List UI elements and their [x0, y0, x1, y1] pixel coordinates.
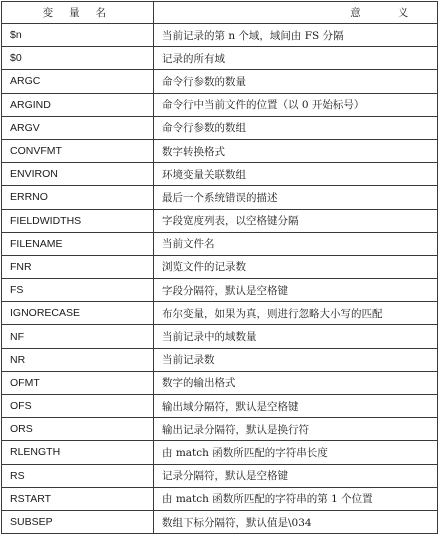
table-row [2, 302, 438, 325]
table-row [2, 510, 438, 533]
variable-meaning-cell: 当前记录数 [154, 348, 438, 371]
variable-name-cell: SUBSEP [2, 510, 154, 533]
variable-meaning-cell: 当前记录的第 n 个域，域间由 FS 分隔 [154, 24, 438, 47]
variable-name-cell: ORS [2, 418, 154, 441]
table-row [2, 395, 438, 418]
variable-name-cell: NR [2, 348, 154, 371]
variable-meaning-cell: 数组下标分隔符，默认值是\034 [154, 510, 438, 533]
variable-name-cell: OFMT [2, 371, 154, 394]
table-row [2, 116, 438, 139]
table-row [2, 232, 438, 255]
table-row [2, 325, 438, 348]
variable-name-cell: $n [2, 24, 154, 47]
variable-meaning-cell: 字段宽度列表，以空格键分隔 [154, 209, 438, 232]
variable-meaning-cell: 数字的输出格式 [154, 371, 438, 394]
table-header-row [2, 2, 438, 24]
variable-name-cell: ARGIND [2, 93, 154, 116]
variable-name-cell: ARGC [2, 70, 154, 93]
table-row [2, 418, 438, 441]
table-row [2, 487, 438, 510]
variable-name-cell: NF [2, 325, 154, 348]
variable-meaning-cell: 命令行参数的数组 [154, 116, 438, 139]
variable-meaning-cell: 数字转换格式 [154, 139, 438, 162]
variable-meaning-cell: 最后一个系统错误的描述 [154, 186, 438, 209]
variable-name-cell: RSTART [2, 487, 154, 510]
variable-meaning-cell: 环境变量关联数组 [154, 163, 438, 186]
variable-name-cell: FS [2, 279, 154, 302]
variable-meaning-cell: 浏览文件的记录数 [154, 255, 438, 278]
table-row [2, 348, 438, 371]
table-row [2, 279, 438, 302]
variable-meaning-cell: 记录分隔符，默认是空格键 [154, 464, 438, 487]
variable-name-cell: RS [2, 464, 154, 487]
variable-meaning-cell: 当前记录中的域数量 [154, 325, 438, 348]
table-row [2, 255, 438, 278]
variable-meaning-cell: 输出域分隔符，默认是空格键 [154, 395, 438, 418]
variable-name-cell: OFS [2, 395, 154, 418]
variable-name-cell: $0 [2, 47, 154, 70]
variable-meaning-cell: 输出记录分隔符，默认是换行符 [154, 418, 438, 441]
table-row [2, 24, 438, 47]
variable-meaning-cell: 记录的所有域 [154, 47, 438, 70]
table-row [2, 93, 438, 116]
variables-table [1, 1, 438, 534]
variable-name-cell: IGNORECASE [2, 302, 154, 325]
variable-meaning-cell: 由 match 函数所匹配的字符串的第 1 个位置 [154, 487, 438, 510]
header-variable-name: 变 量 名 [2, 2, 154, 24]
table-row [2, 441, 438, 464]
variable-name-cell: CONVFMT [2, 139, 154, 162]
variable-name-cell: FNR [2, 255, 154, 278]
table-row [2, 371, 438, 394]
variable-name-cell: ENVIRON [2, 163, 154, 186]
table-row [2, 209, 438, 232]
variable-meaning-cell: 当前文件名 [154, 232, 438, 255]
variable-meaning-cell: 命令行中当前文件的位置（以 0 开始标号） [154, 93, 438, 116]
table-body [2, 24, 438, 534]
variable-meaning-cell: 布尔变量，如果为真，则进行忽略大小写的匹配 [154, 302, 438, 325]
variable-name-cell: ERRNO [2, 186, 154, 209]
table-row [2, 186, 438, 209]
table-row [2, 464, 438, 487]
table-row [2, 70, 438, 93]
variable-name-cell: ARGV [2, 116, 154, 139]
header-meaning: 意 义 [154, 2, 438, 24]
variable-name-cell: FILENAME [2, 232, 154, 255]
table-row [2, 47, 438, 70]
table-row [2, 139, 438, 162]
variable-name-cell: RLENGTH [2, 441, 154, 464]
variable-meaning-cell: 由 match 函数所匹配的字符串长度 [154, 441, 438, 464]
table-row [2, 163, 438, 186]
variable-meaning-cell: 命令行参数的数量 [154, 70, 438, 93]
variable-name-cell: FIELDWIDTHS [2, 209, 154, 232]
variable-meaning-cell: 字段分隔符，默认是空格键 [154, 279, 438, 302]
